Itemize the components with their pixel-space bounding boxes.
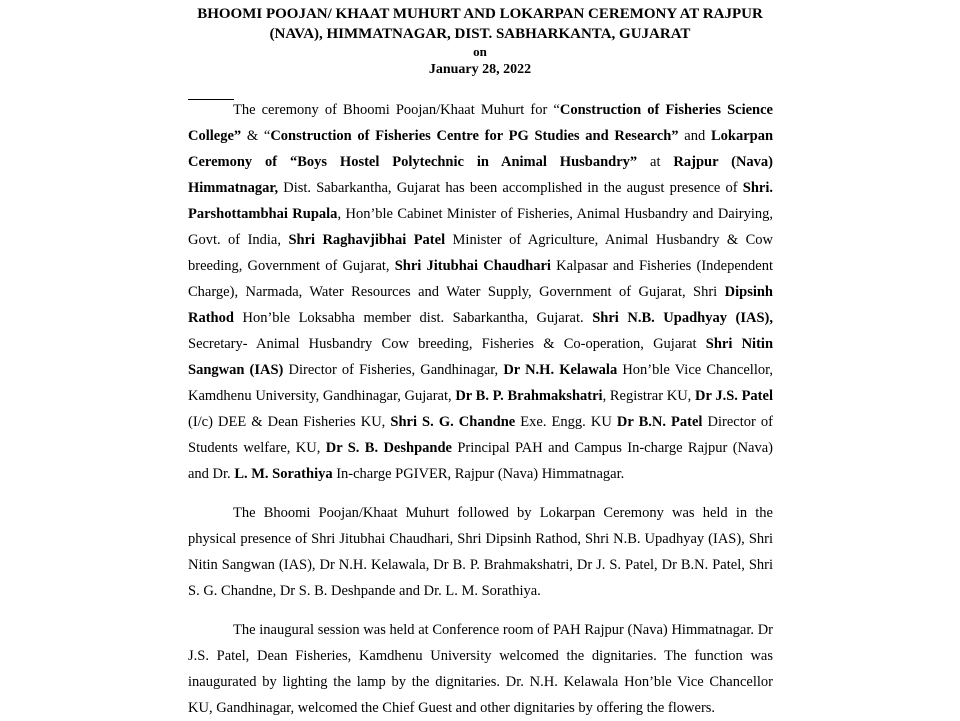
text-run: & “ — [241, 128, 271, 144]
bold-text-run: Dr N.H. Kelawala — [503, 362, 618, 378]
text-run: Dist. Sabarkantha, Gujarat has been accomplished in the august presence of — [278, 180, 743, 196]
bold-text-run: Dipsinh Rathod — [188, 284, 773, 326]
bold-text-run: Dr B.N. Patel — [616, 414, 703, 430]
paragraph-physical-presence: The Bhoomi Poojan/Khaat Muhurt followed by Lokarpan Ceremony was held in the physical presence of Shri Jitubhai Chaudhari, Shri Dipsinh Rathod, Shri N.B. Upadhyay (IAS), Shri Nitin Sangwan (IAS), Dr N.H. Kelawala, Dr B. P. Brahmakshatri, Dr J. S. Patel, Dr B.N. Patel, Shri S. G. Chandne, Dr S. B. Deshpande and Dr. L. M. Sorathiya. — [188, 505, 773, 599]
text-run: Exe. Engg. KU — [515, 414, 617, 430]
event-date: January 28, 2022 — [428, 62, 532, 77]
title-line-2: (NAVA), HIMMATNAGAR, DIST. SABHARKANTA, GUJARAT — [269, 26, 691, 42]
text-run: In-charge PGIVER, Rajpur (Nava) Himmatnagar. — [332, 466, 625, 482]
bold-text-run: Shri Nitin Sangwan (IAS) — [188, 336, 774, 378]
bold-text-run: Rajpur (Nava) Himmatnagar, — [188, 154, 773, 196]
bold-text-run: Shri Raghavjibhai Patel — [288, 232, 446, 248]
bold-text-run: Dr B. P. Brahmakshatri — [455, 388, 603, 404]
text-run: Kalpasar and Fisheries (Independent Charge), Narmada, Water Resources and Water Supply, Government of Gujarat, Shri — [188, 258, 773, 300]
document-title — [150, 4, 810, 81]
bold-text-run: Shri N.B. Upadhyay (IAS), — [592, 310, 773, 326]
text-run: at — [637, 154, 674, 170]
text-run: Hon’ble Loksabha member dist. Sabarkantha, Gujarat. — [233, 310, 593, 326]
bold-text-run: Shri Jitubhai Chaudhari — [394, 258, 551, 274]
paragraph-inaugural-session: The inaugural session was held at Conference room of PAH Rajpur (Nava) Himmatnagar. Dr J.S. Patel, Dean Fisheries, Kamdhenu University welcomed the dignitaries. The function was inaugurated by lighting the lamp by the dignitaries. Dr. N.H. Kelawala Hon’ble Vice Chancellor KU, Gandhinagar, welcomed the Chief Guest and other dignitaries by offering the flowers. — [188, 622, 773, 716]
bold-text-run: L. M. Sorathiya — [234, 466, 333, 482]
bold-text-run: Lokarpan Ceremony of “Boys Hostel Polytechnic in Animal Husbandry” — [188, 128, 774, 170]
text-run: (I/c) DEE & Dean Fisheries KU, — [188, 414, 391, 430]
bold-text-run: Construction of Fisheries Centre for PG Studies and Research” — [270, 128, 679, 144]
text-run: , Registrar KU, — [602, 388, 695, 404]
bold-text-run: Dr S. B. Deshpande — [325, 440, 452, 456]
bold-text-run: Shri. Parshottambhai Rupala — [188, 180, 773, 222]
bold-text-run: Construction of Fisheries Science College” — [188, 102, 773, 144]
text-run: Director of Students welfare, KU, — [188, 414, 774, 456]
text-run: Director of Fisheries, Gandhinagar, — [283, 362, 504, 378]
text-run: and — [678, 128, 711, 144]
text-run: Principal PAH and Campus In-charge Rajpur (Nava) and Dr. — [188, 440, 774, 482]
bold-text-run: Dr J.S. Patel — [694, 388, 773, 404]
text-run: The ceremony of Bhoomi Poojan/Khaat Muhurt for “ — [233, 102, 560, 118]
bold-text-run: Shri S. G. Chandne — [390, 414, 516, 430]
text-run: Minister of Agriculture, Animal Husbandry & Cow breeding, Government of Gujarat, — [188, 232, 774, 274]
text-run: Hon’ble Vice Chancellor, Kamdhenu University, Gandhinagar, Gujarat, — [188, 362, 773, 404]
paragraph-ceremony-details — [188, 97, 773, 487]
text-run: Secretary- Animal Husbandry Cow breeding, Fisheries & Co-operation, Gujarat — [188, 336, 706, 352]
text-run: , Hon’ble Cabinet Minister of Fisheries, Animal Husbandry and Dairying, Govt. of India, — [188, 206, 773, 248]
title-on: on — [473, 44, 487, 59]
title-line-1: BHOOMI POOJAN/ KHAAT MUHURT AND LOKARPAN CEREMONY AT RAJPUR — [197, 6, 763, 22]
